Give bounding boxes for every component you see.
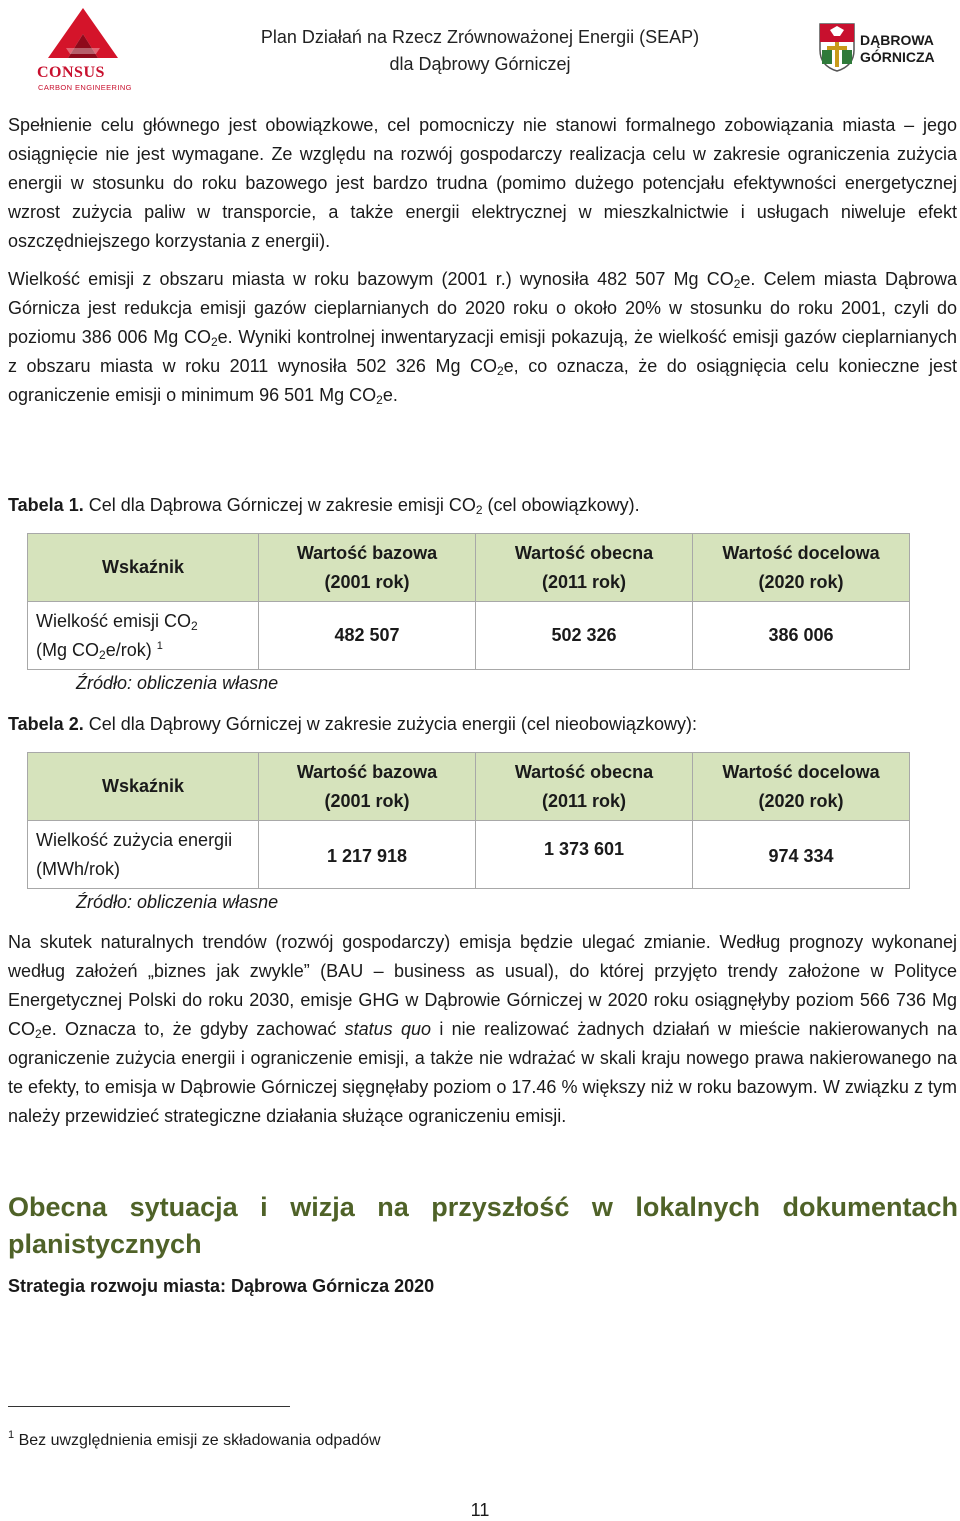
paragraph-goals: Spełnienie celu głównego jest obowiązkowe, cel pomocniczy nie stanowi formalnego zobowiązania miasta – jego osiągnięcie nie jest wymagane. Ze względu na rozwój gospodarczy realizacja celu w zakresie ograniczenia zużycia energii w stosunku do roku bazowego jest bardzo trudna (pomimo dużego potencjału efektywności energetycznej wzrost zużycia paliw w transporcie, a także energii elektrycznej w mieszkalnictwie i usługach niweluje efekt oszczędniejszego korzystania z energii). <box>8 115 957 251</box>
p2-part-a: Wielkość emisji z obszaru miasta w roku bazowym (2001 r.) wynosiła 482 507 Mg CO <box>8 269 734 289</box>
section-heading: Obecna sytuacja i wizja na przyszłość w lokalnych dokumentach planistycznych <box>8 1192 958 1259</box>
table1-caption-label: Tabela 1. <box>8 495 84 515</box>
footnote-ref: 1 <box>156 639 163 652</box>
table2-header-base <box>259 753 476 821</box>
header-line: (2001 rok) <box>324 571 410 592</box>
table2-header-indicator: Wskaźnik <box>28 753 259 821</box>
table2-source <box>76 892 278 913</box>
table1-caption <box>8 493 948 517</box>
p3-status-quo: status quo <box>344 1019 432 1039</box>
header-line: Wartość obecna <box>514 542 654 563</box>
table1-source <box>76 673 278 694</box>
table1-header-target <box>693 534 910 602</box>
paragraph-emissions <box>8 265 957 410</box>
p3-part-a: Na skutek naturalnych trendów (rozwój gospodarczy) emisja będzie ulegać zmianie. Według prognozy wykonanej według założeń „biznes jak zwykle” (BAU – business as usual), do której przyjęto trendy założone w Polityce Energetycznej Polski do roku 2030, emisje GHG w Dąbrowie Górniczej w 2020 roku osiągnęłyby poziom 566 736 Mg CO <box>8 932 957 1039</box>
header-line: Wartość bazowa <box>296 542 438 563</box>
dabrowa-logo-line2: GÓRNICZA <box>860 49 935 65</box>
table1-value-base: 482 507 <box>259 602 476 670</box>
coat-of-arms-icon <box>818 22 856 72</box>
co2-subscript: 2 <box>35 1027 42 1041</box>
footnote <box>8 1429 381 1450</box>
table1-header-indicator: Wskaźnik <box>28 534 259 602</box>
table-row <box>28 821 910 889</box>
row-label-line2 <box>36 636 258 665</box>
table2-header-row <box>28 753 910 821</box>
header-line: (2011 rok) <box>541 571 627 592</box>
row-label-line1 <box>36 607 258 636</box>
table1-caption-text-end: (cel obowiązkowy). <box>482 495 640 515</box>
consus-subtext: CARBON ENGINEERING <box>38 83 132 92</box>
dabrowa-logo-text <box>860 32 935 66</box>
header-line: (2020 rok) <box>758 790 844 811</box>
co2-subscript: 2 <box>191 618 198 633</box>
header-line: Wartość obecna <box>514 761 654 782</box>
p3-part-b: e. Oznacza to, że gdyby zachować <box>41 1019 345 1039</box>
footnote-number: 1 <box>8 1429 15 1441</box>
consus-logo-icon <box>28 6 138 66</box>
table1-header-base <box>259 534 476 602</box>
source-text: Źródło: obliczenia własne <box>76 892 279 912</box>
table1-value-current: 502 326 <box>476 602 693 670</box>
table2-value-target: 974 334 <box>693 821 910 889</box>
table1-row-label <box>28 602 259 670</box>
table2-header-current <box>476 753 693 821</box>
row-label-text: Wielkość emisji CO <box>36 610 192 631</box>
consus-wordmark: CONSUS <box>37 64 105 81</box>
page-number: 11 <box>470 1500 490 1520</box>
source-text: Źródło: obliczenia własne <box>76 673 279 693</box>
header-line: Wartość docelowa <box>722 542 880 563</box>
footnote-divider <box>8 1406 290 1407</box>
table2 <box>27 752 910 889</box>
co2-subscript: 2 <box>99 647 106 662</box>
header-line: Wartość docelowa <box>722 761 880 782</box>
row-label-text: (Mg CO <box>36 639 99 660</box>
footnote-text: Bez uwzględnienia emisji ze składowania odpadów <box>14 1432 381 1449</box>
header-title <box>180 24 780 78</box>
table2-value-current: 1 373 601 <box>476 821 693 889</box>
header-title-line2: dla Dąbrowy Górniczej <box>389 54 571 74</box>
table2-caption-text: Cel dla Dąbrowy Górniczej w zakresie zużycia energii (cel nieobowiązkowy): <box>83 714 697 734</box>
co2-subscript: 2 <box>496 364 504 378</box>
header-line: Wartość bazowa <box>296 761 438 782</box>
table1-caption-text: Cel dla Dąbrowa Górniczej w zakresie emisji CO <box>83 495 476 515</box>
table1-header-current <box>476 534 693 602</box>
section-subheading: Strategia rozwoju miasta: Dąbrowa Górnicza 2020 <box>8 1276 435 1296</box>
p2-part-e: e. <box>382 385 398 405</box>
co2-subscript: 2 <box>376 393 383 407</box>
table-row <box>28 602 910 670</box>
row-label-line1: Wielkość zużycia energii <box>36 829 233 850</box>
row-label-text: e/rok) <box>105 639 152 660</box>
row-label-line2: (MWh/rok) <box>36 858 120 879</box>
table2-value-base: 1 217 918 <box>259 821 476 889</box>
p3-part-c: i nie realizować żadnych działań w mieście nakierowanych na ograniczenie zużycia energii i ograniczenie emisji, a także nie wdrażać w skali kraju nowego prawa nakierowanego na te efekty, to emisja w Dąbrowie Górniczej sięgnęłaby poziom o 17.46 % większy niż w roku bazowym. W związku z tym należy przewidzieć strategiczne działania służące ograniczeniu emisji. <box>8 1019 957 1126</box>
header-line: (2020 rok) <box>758 571 844 592</box>
table1-header-row <box>28 534 910 602</box>
co2-subscript: 2 <box>733 277 741 291</box>
header-title-line1: Plan Działań na Rzecz Zrównoważonej Energii (SEAP) <box>260 27 700 47</box>
co2-subscript: 2 <box>475 503 483 517</box>
p2-part-d: e, co oznacza, że do osiągnięcia celu konieczne jest ograniczenie emisji o minimum 96 501 Mg CO <box>8 356 957 405</box>
table1-value-target: 386 006 <box>693 602 910 670</box>
p2-part-c: e. Wyniki kontrolnej inwentaryzacji emisji pokazują, że wielkość emisji gazów cieplarnianych z obszaru miasta w roku 2011 wynosiła 502 326 Mg CO <box>8 327 957 376</box>
header-line: (2011 rok) <box>541 790 627 811</box>
table2-row-label <box>28 821 259 889</box>
table2-caption-label: Tabela 2. <box>8 714 84 734</box>
header-line: (2001 rok) <box>324 790 410 811</box>
table2-caption <box>8 712 948 736</box>
co2-subscript: 2 <box>210 335 218 349</box>
paragraph-bau-forecast <box>8 928 957 1131</box>
consus-logo <box>28 6 138 90</box>
p2-part-b: e. Celem miasta Dąbrowa Górnicza jest redukcja emisji gazów cieplarnianych do 2020 roku o około 20% w stosunku do roku 2001, czyli do poziomu 386 006 Mg CO <box>8 269 957 347</box>
dabrowa-gornicza-logo <box>818 20 954 80</box>
table1 <box>27 533 910 670</box>
dabrowa-logo-line1: DĄBROWA <box>860 32 934 48</box>
table2-header-target <box>693 753 910 821</box>
